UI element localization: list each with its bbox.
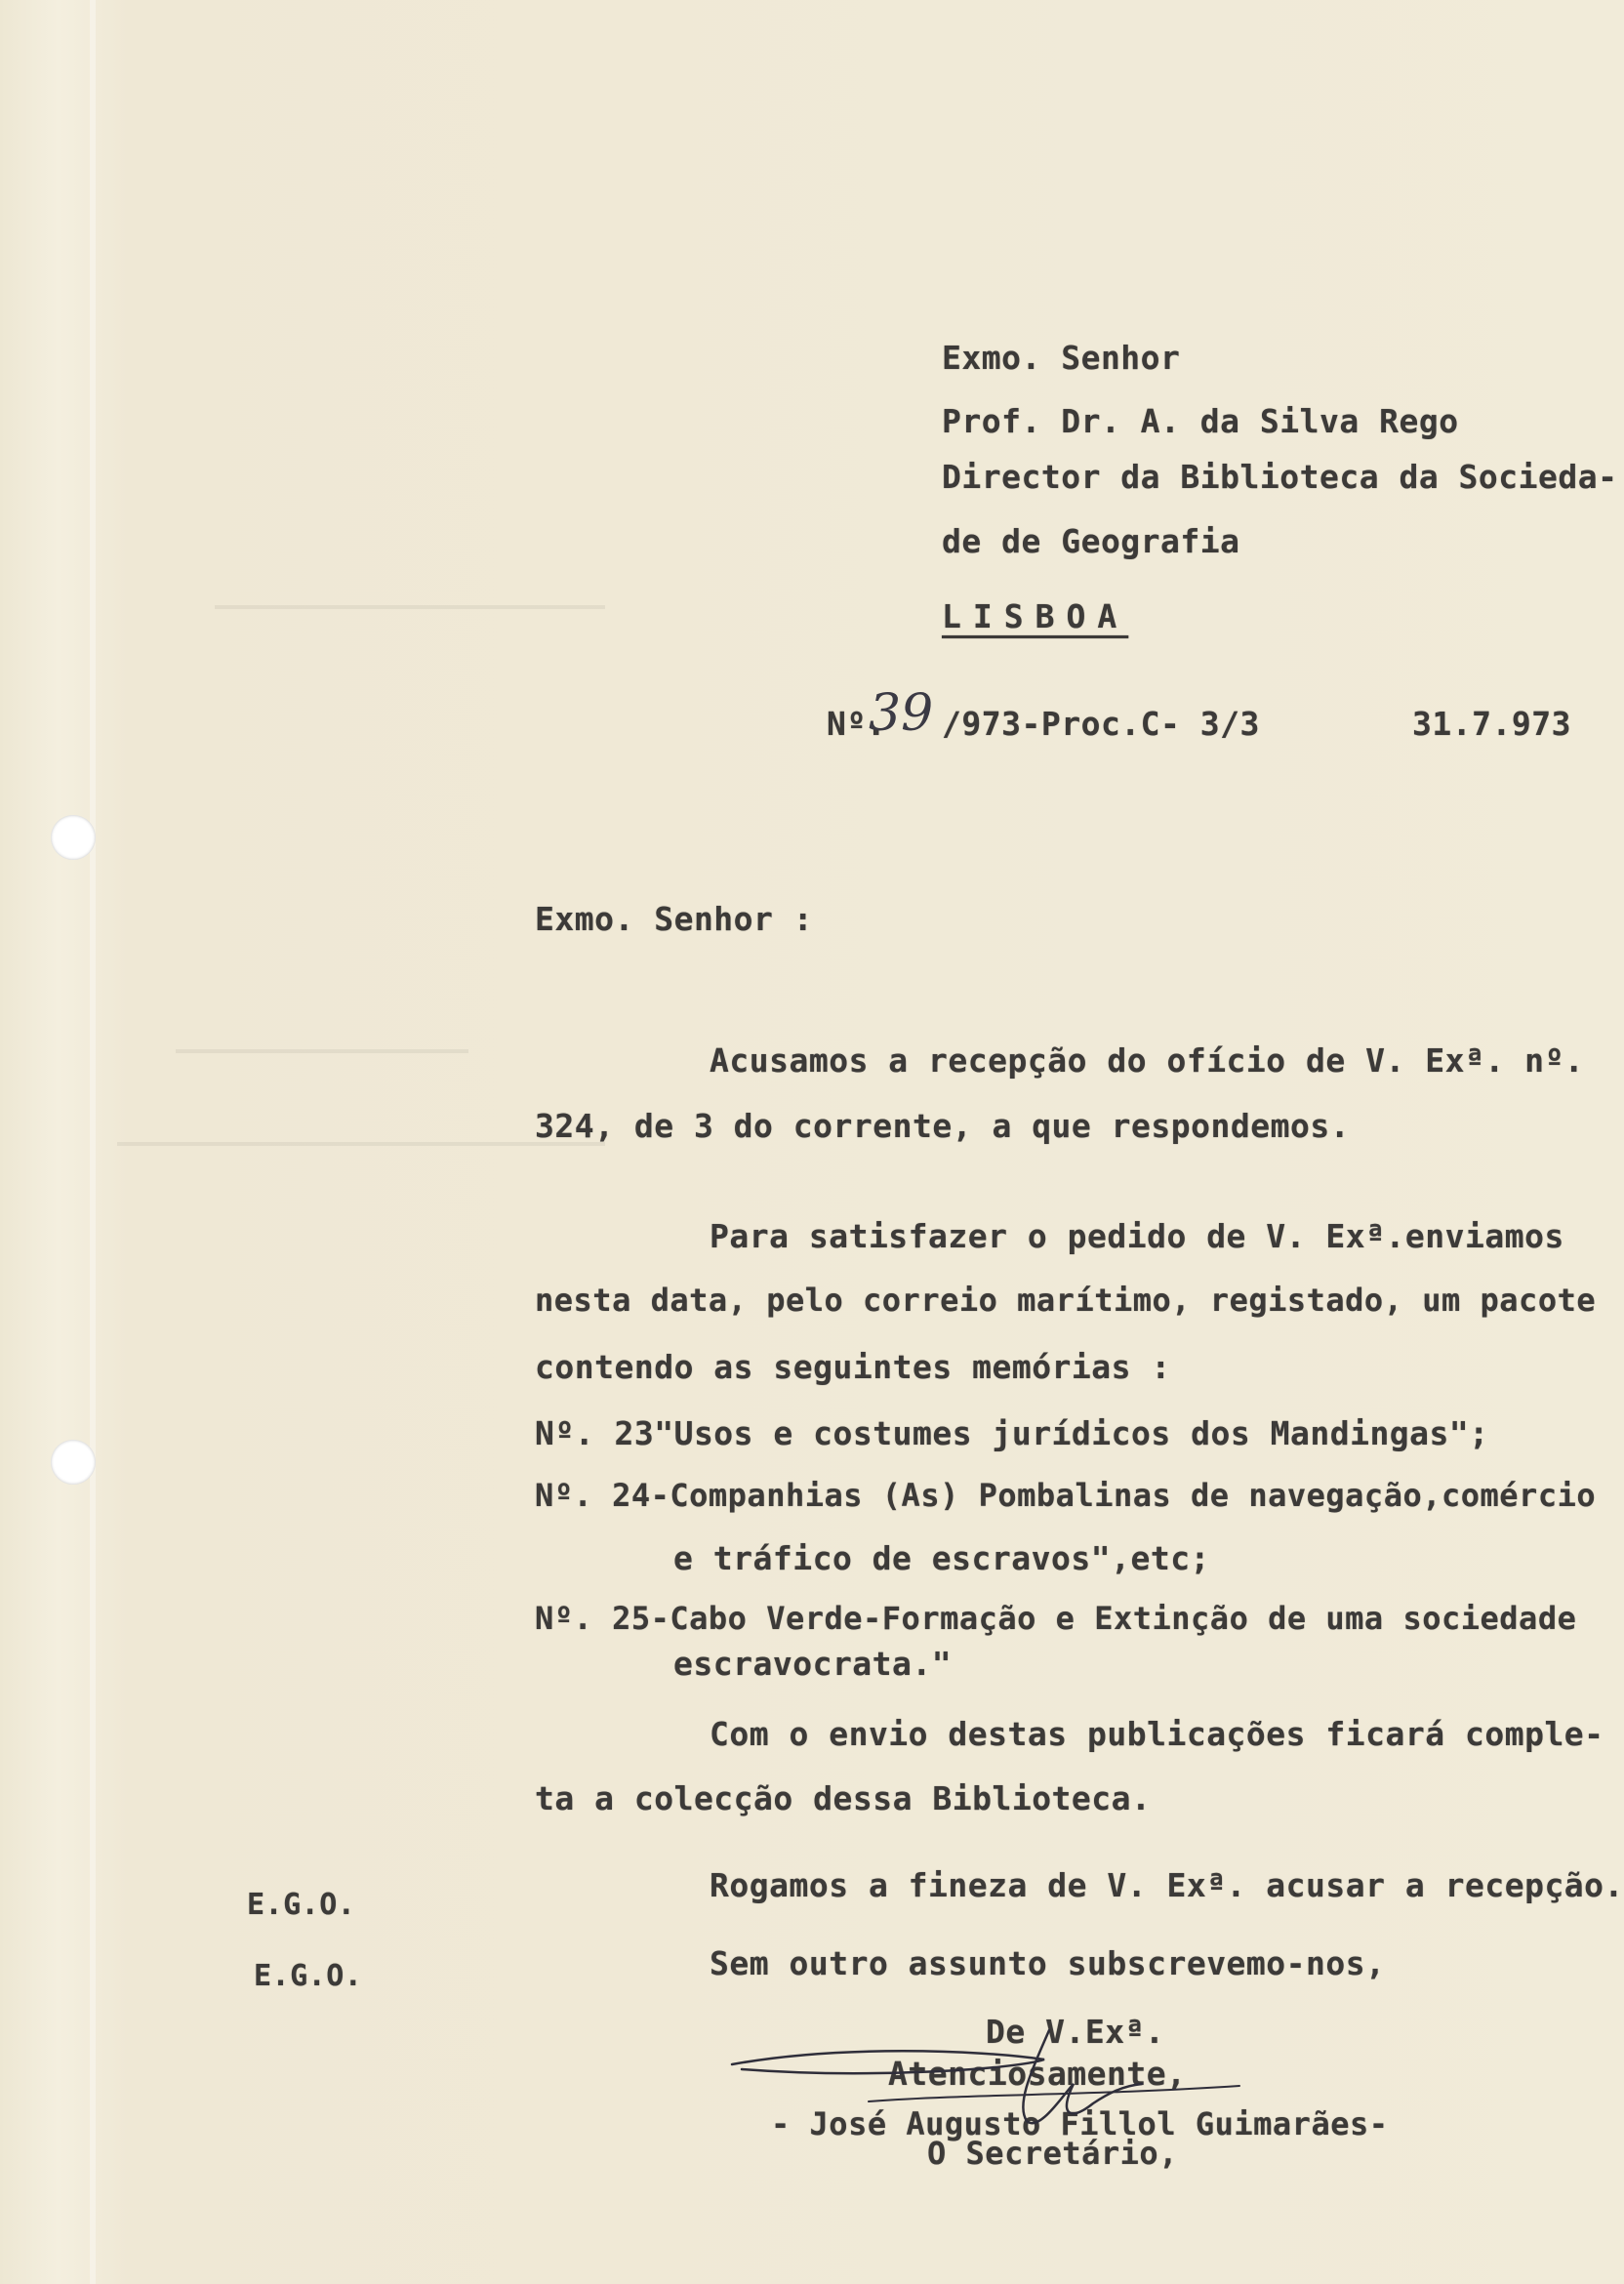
body-p5: Sem outro assunto subscrevemo-nos, <box>710 1944 1386 1982</box>
margin-mark: E.G.O. <box>247 1888 356 1922</box>
recipient-city: LISBOA <box>942 597 1129 635</box>
letter-date: 31.7.973 <box>1412 705 1571 743</box>
signer-name: - José Augusto Fillol Guimarães- <box>771 2105 1389 2142</box>
recipient-title-line1: Director da Biblioteca da Socieda- <box>942 458 1618 496</box>
body-p3-line2: ta a colecção dessa Biblioteca. <box>535 1779 1152 1817</box>
margin-mark: E.G.O. <box>254 1959 363 1993</box>
greeting: Exmo. Senhor : <box>535 900 814 938</box>
body-p1-line2: 324, de 3 do corrente, a que respondemos. <box>535 1107 1351 1145</box>
bleed-through-mark <box>117 1142 605 1146</box>
body-p1-line1: Acusamos a recepção do ofício de V. Exª. nº. <box>710 1041 1585 1080</box>
body-p3-line1: Com o envio destas publicações ficará comple- <box>710 1715 1604 1753</box>
handwritten-signature <box>722 2025 1269 2152</box>
memoir-item-23: Nº. 23"Usos e costumes jurídicos dos Mandingas"; <box>535 1414 1489 1452</box>
body-p2-line2: nesta data, pelo correio marítimo, registado, um pacote <box>535 1282 1597 1319</box>
recipient-title-line2: de de Geografia <box>942 522 1240 560</box>
reference-number-handwritten: 39 <box>869 684 934 743</box>
bleed-through-mark <box>176 1049 468 1053</box>
memoir-item-24-line1: Nº. 24-Companhias (As) Pombalinas de navegação,comércio <box>535 1477 1597 1514</box>
punch-hole <box>51 815 96 860</box>
reference-prefix: Nº. <box>827 705 887 743</box>
punch-hole <box>51 1440 96 1485</box>
reference-suffix: /973-Proc.C- 3/3 <box>942 705 1260 743</box>
signer-role: O Secretário, <box>927 2135 1178 2172</box>
closing-line1: De V.Exª. <box>986 2013 1165 2051</box>
recipient-name: Prof. Dr. A. da Silva Rego <box>942 402 1459 440</box>
memoir-item-25-line1: Nº. 25-Cabo Verde-Formação e Extinção de uma sociedade <box>535 1600 1577 1637</box>
memoir-item-24-line2: e tráfico de escravos",etc; <box>673 1539 1210 1577</box>
body-p4: Rogamos a fineza de V. Exª. acusar a recepção. <box>710 1866 1624 1904</box>
body-p2-line1: Para satisfazer o pedido de V. Exª.enviamos <box>710 1217 1564 1255</box>
memoir-item-25-line2: escravocrata." <box>673 1645 953 1683</box>
body-p2-line3: contendo as seguintes memórias : <box>535 1348 1171 1386</box>
bleed-through-mark <box>215 605 605 609</box>
recipient-salutation: Exmo. Senhor <box>942 339 1181 377</box>
paper-fold-seam <box>90 0 96 2284</box>
closing-line2: Atenciosamente, <box>888 2055 1187 2093</box>
